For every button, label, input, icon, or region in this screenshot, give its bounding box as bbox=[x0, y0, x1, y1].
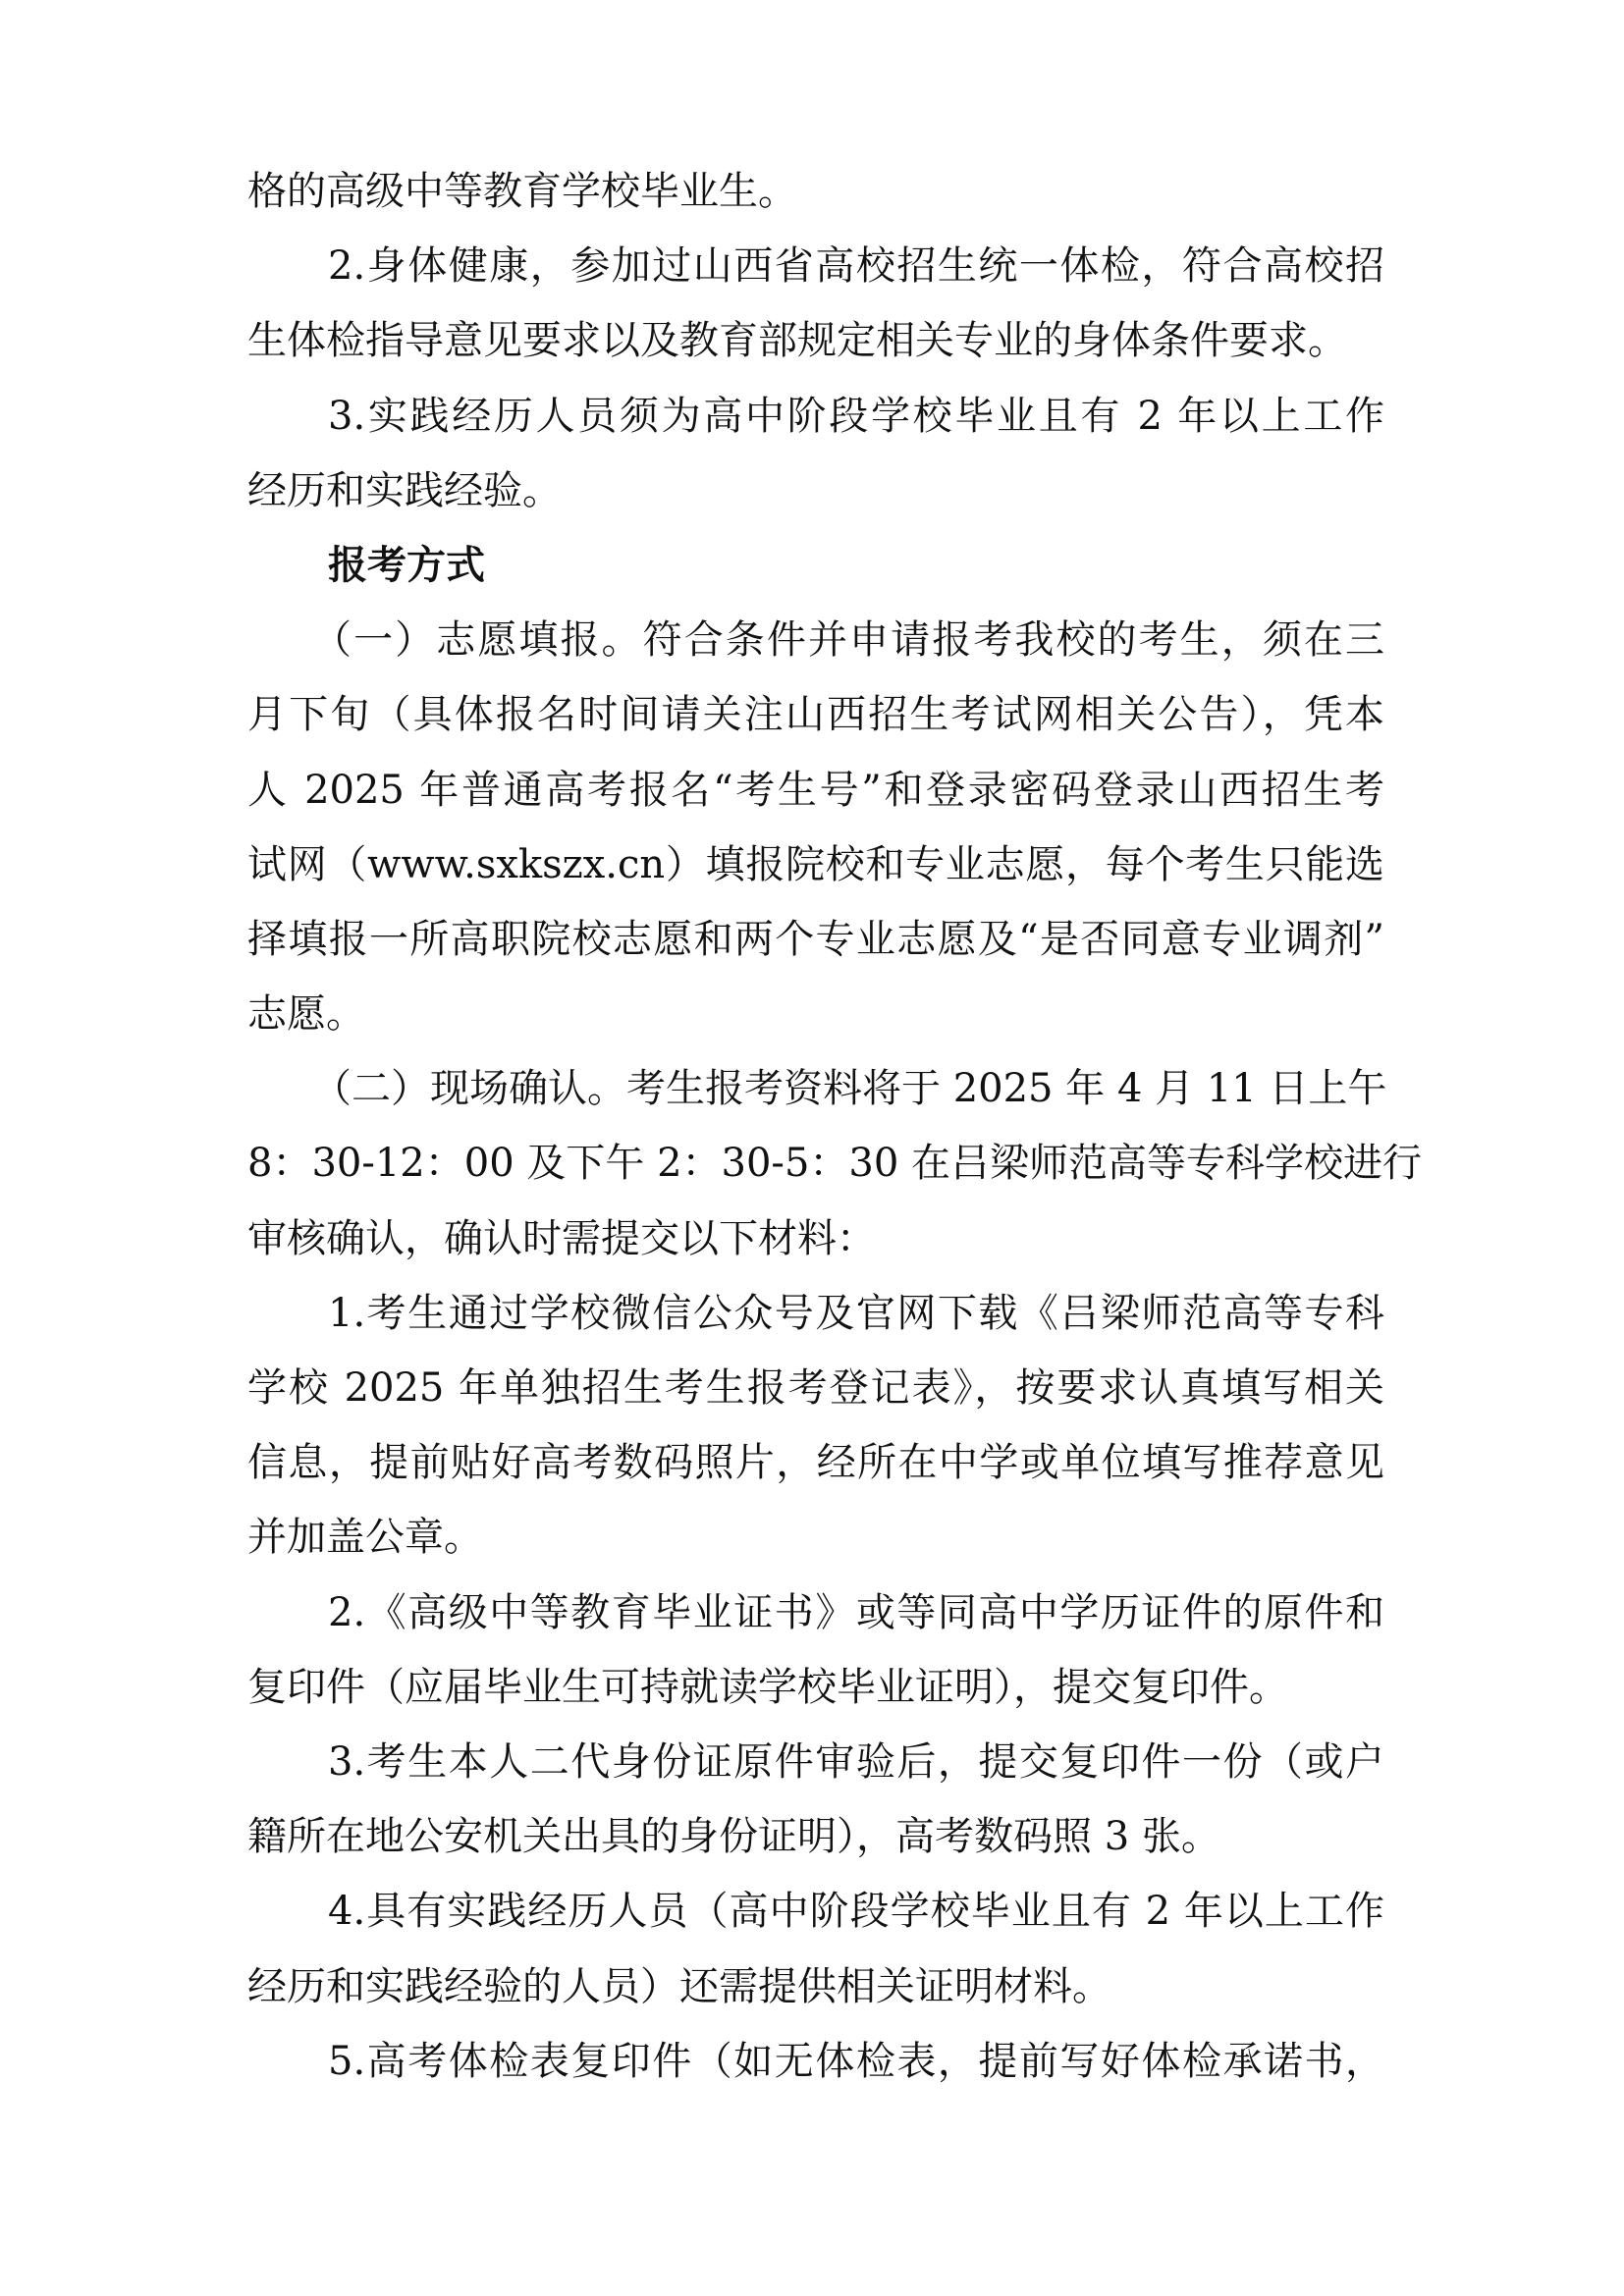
paragraph bbox=[247, 154, 1384, 229]
paragraph bbox=[247, 1051, 1423, 1276]
paragraph bbox=[247, 2024, 1384, 2099]
text-line: 试网（www.sxkszx.cn）填报院校和专业志愿，每个考生只能选 bbox=[247, 841, 1384, 887]
text-line: 籍所在地公安机关出具的身份证明），高考数码照 3 张。 bbox=[247, 1814, 1220, 1860]
text-line: 审核确认，确认时需提交以下材料： bbox=[247, 1215, 876, 1261]
paragraph bbox=[247, 1276, 1384, 1575]
paragraph bbox=[247, 229, 1384, 378]
text-line: 信息，提前贴好高考数码照片，经所在中学或单位填写推荐意见 bbox=[247, 1440, 1384, 1486]
text-line: 5.高考体检表复印件（如无体检表，提前写好体检承诺书， bbox=[328, 2038, 1384, 2084]
text-line: 志愿。 bbox=[247, 991, 365, 1038]
section-heading bbox=[247, 528, 1384, 603]
text-line: 2.《高级中等教育毕业证书》或等同高中学历证件的原件和 bbox=[328, 1589, 1384, 1635]
text-line: 择填报一所高职院校志愿和两个专业志愿及“是否同意专业调剂” bbox=[247, 916, 1384, 962]
text-line: 3.实践经历人员须为高中阶段学校毕业且有 2 年以上工作 bbox=[328, 393, 1384, 439]
paragraph bbox=[247, 379, 1384, 528]
text-line: 经历和实践经验的人员）还需提供相关证明材料。 bbox=[247, 1963, 1111, 2009]
text-line: 经历和实践经验。 bbox=[247, 467, 562, 513]
paragraph bbox=[247, 603, 1384, 1051]
text-line: 生体检指导意见要求以及教育部规定相关专业的身体条件要求。 bbox=[247, 318, 1347, 364]
text-line: 4.具有实践经历人员（高中阶段学校毕业且有 2 年以上工作 bbox=[328, 1889, 1384, 1935]
text-line: 8：30-12：00 及下午 2：30-5：30 在吕梁师范高等专科学校进行 bbox=[247, 1141, 1423, 1187]
text-line: 报考方式 bbox=[328, 542, 485, 588]
text-line: （一）志愿填报。符合条件并申请报考我校的考生，须在三 bbox=[312, 617, 1384, 664]
paragraph bbox=[247, 1725, 1384, 1874]
text-line: 人 2025 年普通高考报名“考生号”和登录密码登录山西招生考 bbox=[247, 767, 1384, 813]
text-line: （二）现场确认。考生报考资料将于 2025 年 4 月 11 日上午 bbox=[312, 1066, 1387, 1112]
text-line: 2.身体健康，参加过山西省高校招生统一体检，符合高校招 bbox=[328, 243, 1384, 290]
text-line: 月下旬（具体报名时间请关注山西招生考试网相关公告），凭本 bbox=[247, 692, 1384, 738]
text-line: 学校 2025 年单独招生考生报考登记表》，按要求认真填写相关 bbox=[247, 1365, 1384, 1411]
text-line: 3.考生本人二代身份证原件审验后，提交复印件一份（或户 bbox=[328, 1738, 1384, 1785]
text-line: 格的高级中等教育学校毕业生。 bbox=[247, 169, 797, 214]
paragraph bbox=[247, 1874, 1384, 2023]
text-line: 并加盖公章。 bbox=[247, 1515, 483, 1561]
document-page bbox=[247, 154, 1423, 2099]
paragraph bbox=[247, 1575, 1384, 1725]
text-line: 复印件（应届毕业生可持就读学校毕业证明），提交复印件。 bbox=[247, 1664, 1288, 1710]
text-line: 1.考生通过学校微信公众号及官网下载《吕梁师范高等专科 bbox=[328, 1290, 1384, 1336]
